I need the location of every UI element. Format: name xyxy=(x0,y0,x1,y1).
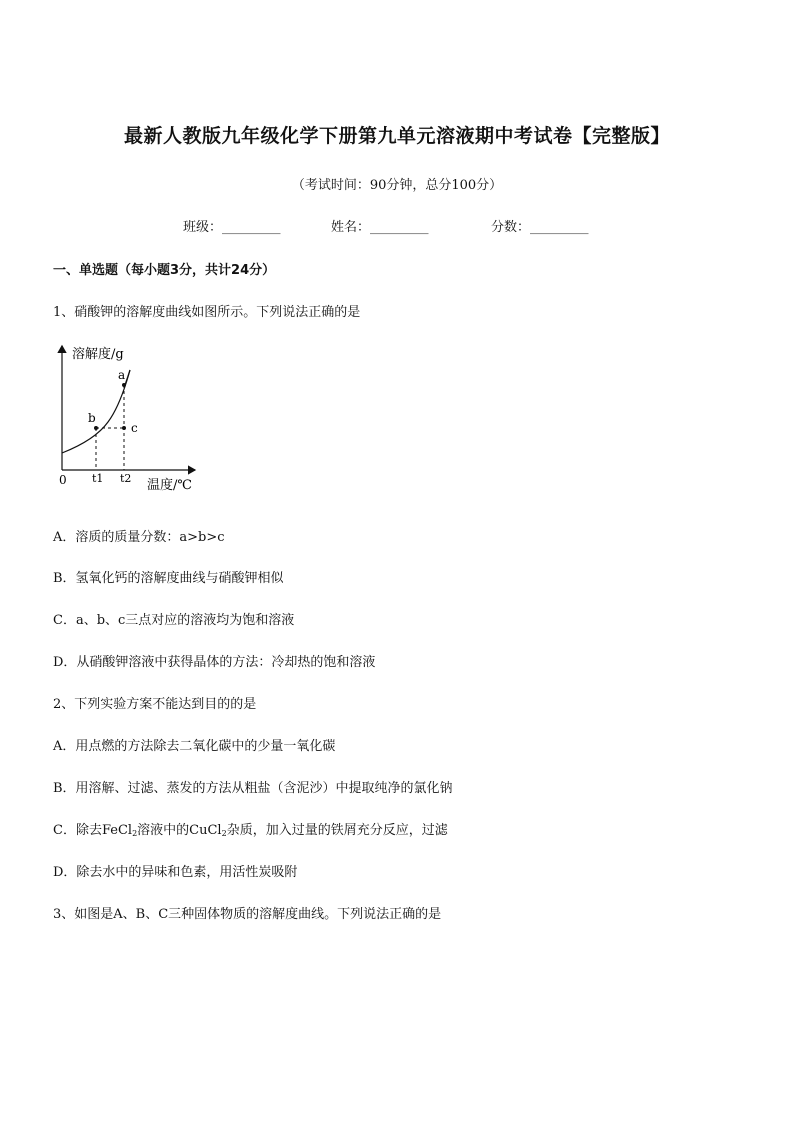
label-b: b xyxy=(88,411,96,425)
q2-option-c-part1: C．除去FeCl xyxy=(53,823,133,838)
label-c: c xyxy=(131,421,138,435)
q2-option-c-sub1: 2 xyxy=(132,829,138,838)
point-c xyxy=(122,426,126,430)
label-a: a xyxy=(118,368,126,382)
question-3-stem: 3、如图是A、B、C三种固体物质的溶解度曲线。下列说法正确的是 xyxy=(53,907,442,922)
point-b xyxy=(94,426,98,430)
name-field: 姓名：_________ xyxy=(331,220,429,235)
q2-option-c-part2: 溶液中的CuCl xyxy=(137,823,222,838)
t1-label: t1 xyxy=(92,472,104,485)
x-axis-label: 温度/℃ xyxy=(147,478,192,493)
q1-option-d: D．从硝酸钾溶液中获得晶体的方法：冷却热的饱和溶液 xyxy=(53,655,376,670)
question-1-stem: 1、硝酸钾的溶解度曲线如图所示。下列说法正确的是 xyxy=(53,305,361,320)
q2-option-c xyxy=(53,819,448,838)
point-a xyxy=(122,383,126,387)
score-field: 分数：_________ xyxy=(491,220,589,235)
exam-subtitle: （考试时间：90分钟，总分100分） xyxy=(291,178,503,193)
section-heading: 一、单选题（每小题3分，共计24分） xyxy=(53,263,276,278)
solubility-curve-figure xyxy=(50,340,210,500)
y-axis-label: 溶解度/g xyxy=(72,347,124,362)
t2-label: t2 xyxy=(120,472,132,485)
q2-option-c-sub2: 2 xyxy=(221,829,227,838)
q2-option-d: D．除去水中的异味和色素，用活性炭吸附 xyxy=(53,865,298,880)
q2-option-c-part3: 杂质，加入过量的铁屑充分反应，过滤 xyxy=(226,823,448,838)
curve-tail xyxy=(125,370,130,385)
q2-option-a: A．用点燃的方法除去二氧化碳中的少量一氧化碳 xyxy=(53,739,336,754)
exam-title: 最新人教版九年级化学下册第九单元溶液期中考试卷【完整版】 xyxy=(123,125,670,147)
class-field: 班级：_________ xyxy=(183,220,281,235)
q2-option-b: B．用溶解、过滤、蒸发的方法从粗盐（含泥沙）中提取纯净的氯化钠 xyxy=(53,781,453,796)
q1-option-b: B．氢氧化钙的溶解度曲线与硝酸钾相似 xyxy=(53,571,284,586)
q1-option-a: A．溶质的质量分数：a>b>c xyxy=(53,530,225,545)
question-2-stem: 2、下列实验方案不能达到目的的是 xyxy=(53,697,257,712)
origin-label: 0 xyxy=(59,473,67,487)
q1-option-c: C．a、b、c三点对应的溶液均为饱和溶液 xyxy=(53,613,295,628)
